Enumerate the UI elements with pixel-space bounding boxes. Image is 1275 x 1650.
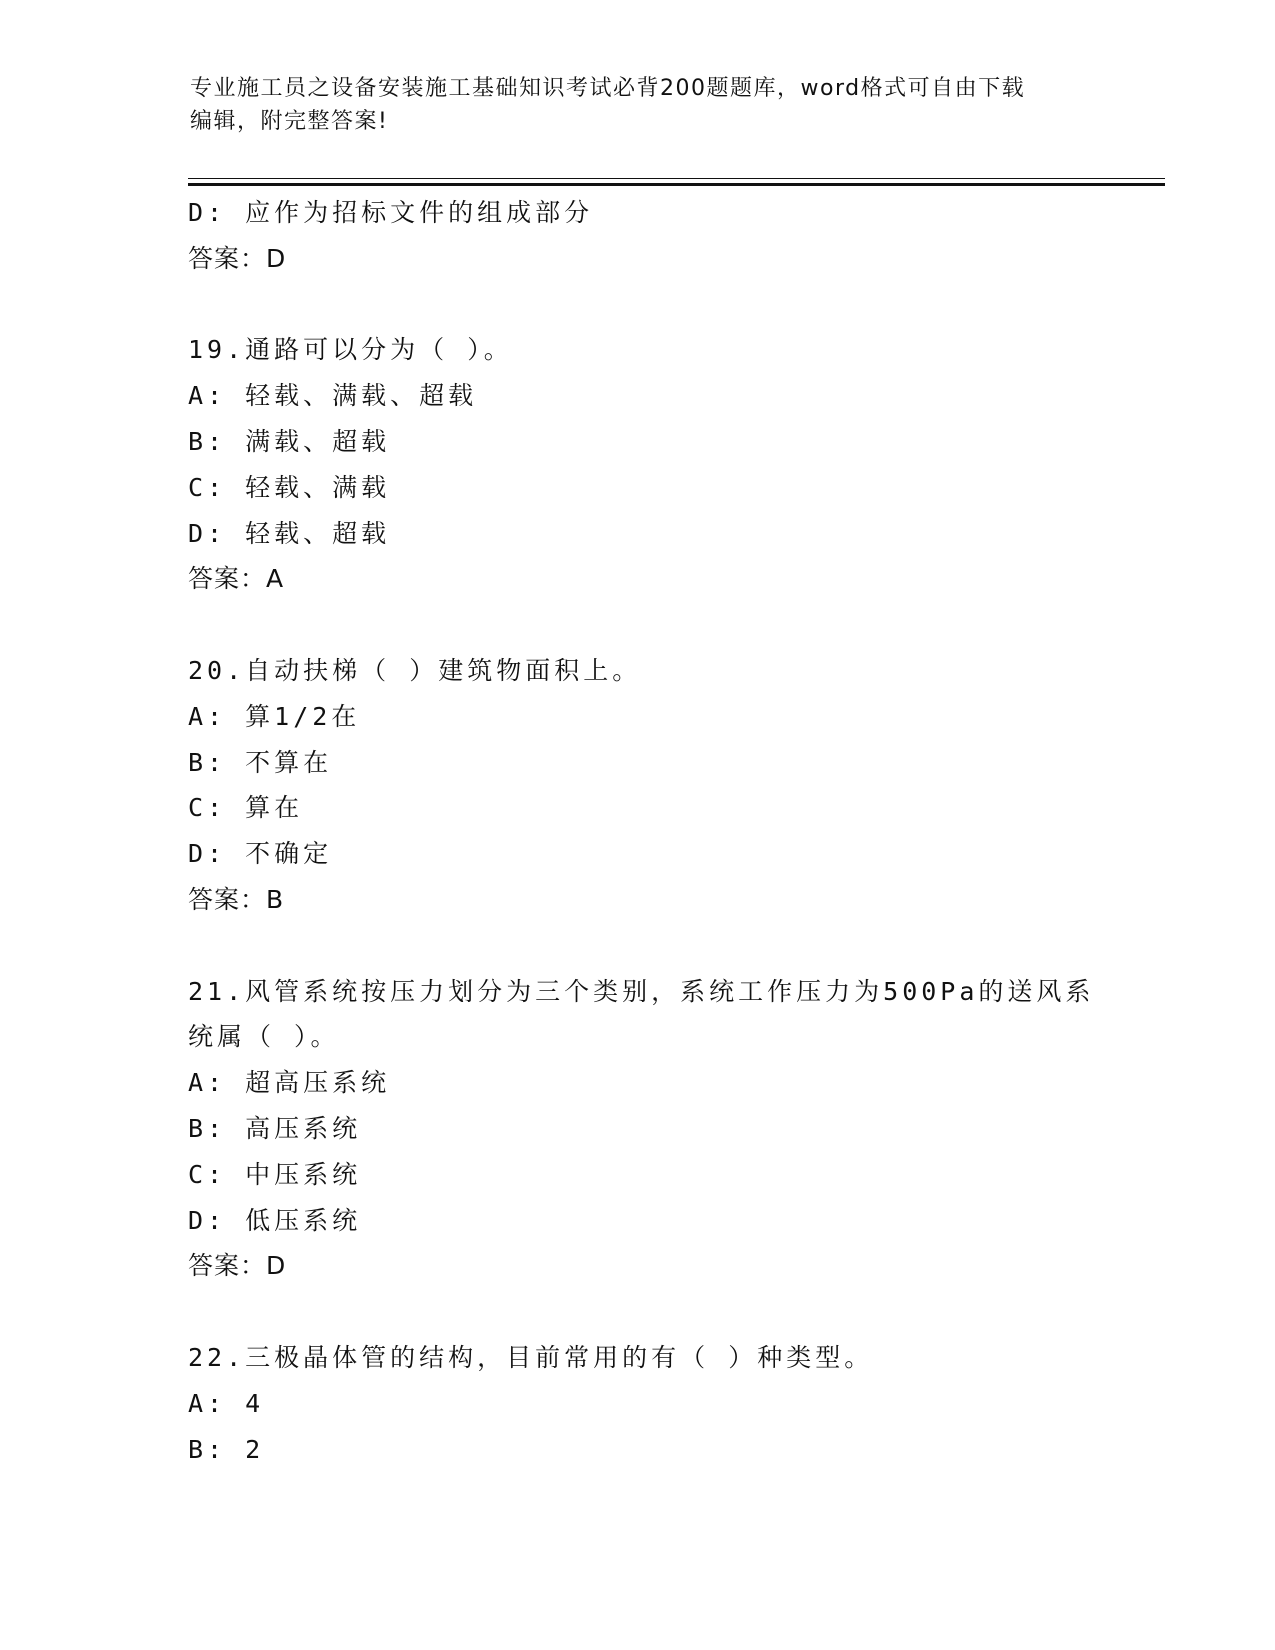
header-divider-thin	[188, 178, 1165, 179]
q21-option-b: B: 高压系统	[188, 1113, 362, 1143]
q19-answer: 答案：A	[188, 564, 285, 594]
q18-answer: 答案：D	[188, 243, 287, 273]
q19-option-b: B: 满载、超载	[188, 426, 391, 456]
q20-stem: 20.自动扶梯（ ）建筑物面积上。	[188, 655, 642, 685]
q22-stem: 22.三极晶体管的结构，目前常用的有（ ）种类型。	[188, 1342, 874, 1372]
document-header	[190, 72, 1080, 138]
spacer	[188, 282, 1088, 328]
q21-stem-line-1: 21.风管系统按压力划分为三个类别，系统工作压力为500Pa的送风系	[188, 976, 1095, 1006]
q20-option-a: A: 算1/2在	[188, 701, 361, 731]
q22-option-b: B: 2	[188, 1434, 265, 1464]
question-list	[188, 190, 1095, 1472]
q21-option-a: A: 超高压系统	[188, 1068, 391, 1098]
q19-option-c: C: 轻载、满载	[188, 472, 391, 502]
header-line-2: 编辑，附完整答案!	[190, 109, 389, 134]
spacer	[188, 602, 1088, 648]
q19-option-d: D: 轻载、超载	[188, 518, 391, 548]
q20-option-b: B: 不算在	[188, 747, 333, 777]
q22-option-a: A: 4	[188, 1388, 265, 1418]
header-divider-thick	[188, 183, 1165, 186]
q21-answer: 答案：D	[188, 1251, 287, 1281]
spacer	[188, 1289, 1088, 1335]
q20-answer: 答案：B	[188, 884, 285, 914]
q19-stem: 19.通路可以分为（ ）。	[188, 335, 513, 365]
q18-option-d: D: 应作为招标文件的组成部分	[188, 198, 594, 227]
q20-option-c: C: 算在	[188, 793, 304, 823]
q20-option-d: D: 不确定	[188, 839, 333, 869]
q21-stem-line-2: 统属（ ）。	[188, 1022, 340, 1052]
q19-option-a: A: 轻载、满载、超载	[188, 381, 478, 411]
header-line-1: 专业施工员之设备安装施工基础知识考试必背200题题库，word格式可自由下载	[190, 76, 1026, 101]
q21-option-c: C: 中压系统	[188, 1159, 362, 1189]
q21-option-d: D: 低压系统	[188, 1205, 362, 1235]
spacer	[188, 923, 1088, 969]
